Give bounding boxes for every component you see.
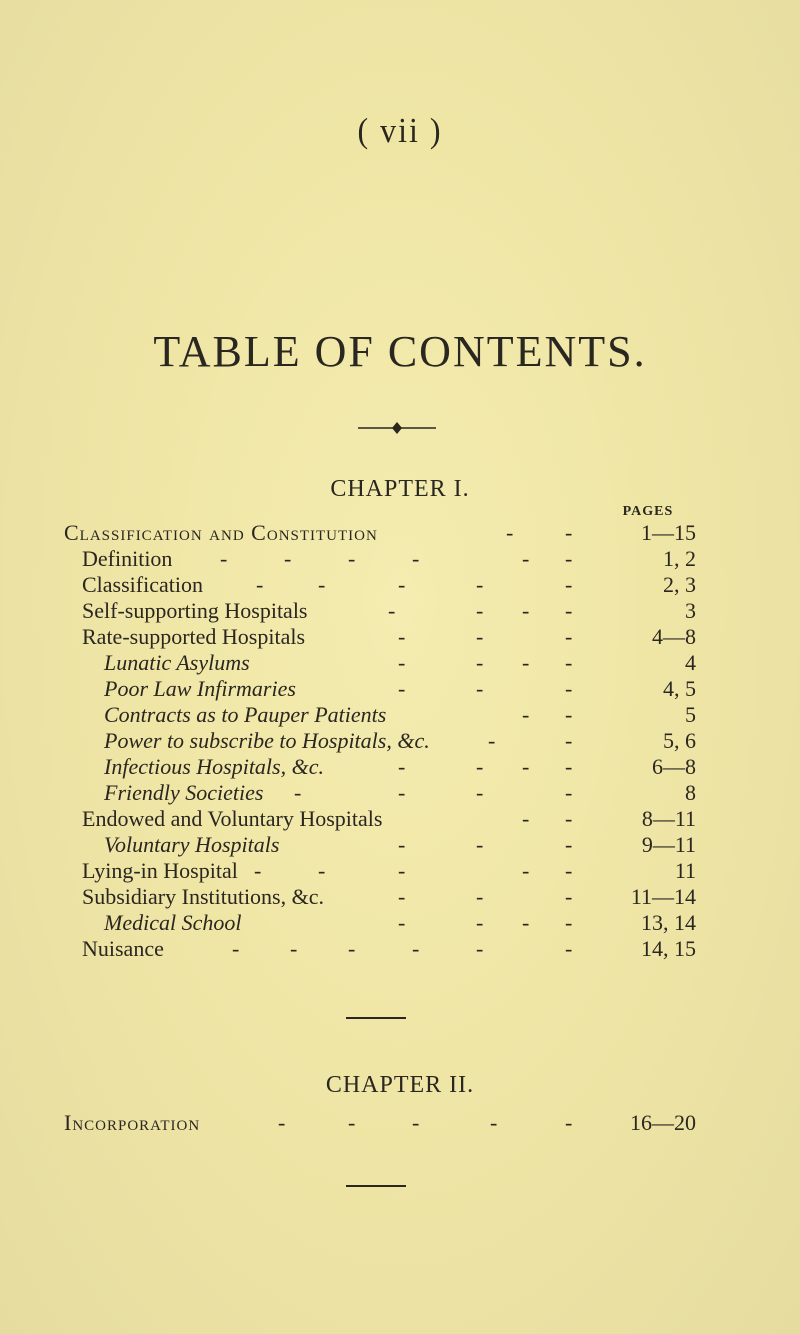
toc-entry: Power to subscribe to Hospitals, &c. - - 5, 6 xyxy=(104,728,696,753)
toc-entry-label: Endowed and Voluntary Hospitals xyxy=(82,806,383,831)
section-divider xyxy=(346,1185,406,1187)
toc-entry-pages: 4, 5 xyxy=(663,676,696,701)
toc-entry: Classification - - - - - 2, 3 xyxy=(82,572,696,597)
toc-entry: Voluntary Hospitals - - - 9—11 xyxy=(104,832,696,857)
toc-entry-label: Infectious Hospitals, &c. xyxy=(104,754,324,779)
section-divider xyxy=(346,1017,406,1019)
toc-entry-label: Friendly Societies xyxy=(104,780,264,805)
toc-entry-label: Contracts as to Pauper Patients xyxy=(104,702,387,727)
toc-entry: Nuisance - - - - - - 14, 15 xyxy=(82,936,696,961)
page-number: ( vii ) xyxy=(357,110,443,150)
toc-entry-pages: 11 xyxy=(674,858,696,883)
toc-entry-pages: 14, 15 xyxy=(641,936,696,961)
toc-entry: Medical School - - - - 13, 14 xyxy=(104,910,696,935)
toc-entry-label: Nuisance xyxy=(82,936,164,961)
toc-entry-label: Lying-in Hospital xyxy=(82,858,238,883)
toc-entry-pages: 5, 6 xyxy=(663,728,696,753)
toc-entry-label: Subsidiary Institutions, &c. xyxy=(82,884,324,909)
toc-entry-pages: 13, 14 xyxy=(641,910,696,935)
toc-entry: Infectious Hospitals, &c. - - - - 6—8 xyxy=(104,754,696,779)
toc-entry-label: Classification xyxy=(82,572,203,597)
chapter-1-heading: CHAPTER I. xyxy=(330,476,470,502)
toc-entry-label: Poor Law Infirmaries xyxy=(104,676,296,701)
toc-entry-pages: 2, 3 xyxy=(663,572,696,597)
toc-entry: Incorporation - - - - - 16—20 xyxy=(64,1110,696,1135)
toc-entry: Definition - - - - - - 1, 2 xyxy=(82,546,696,571)
toc-entry-pages: 9—11 xyxy=(641,832,696,857)
toc-entry-pages: 1, 2 xyxy=(663,546,696,571)
toc-entry-pages: 1—15 xyxy=(641,520,696,545)
toc-entry-label: Lunatic Asylums xyxy=(104,650,250,675)
toc-entry: Poor Law Infirmaries - - - 4, 5 xyxy=(104,676,696,701)
toc-entry-pages: 4 xyxy=(685,650,696,675)
toc-entry-label: Self-supporting Hospitals xyxy=(82,598,308,623)
toc-entry: Lying-in Hospital - - - - - 11 xyxy=(82,858,696,883)
toc-entry: Endowed and Voluntary Hospitals - - 8—11 xyxy=(82,806,696,831)
toc-entry-pages: 8—11 xyxy=(641,806,696,831)
toc-entry-label: Definition xyxy=(82,546,173,571)
toc-entry: Lunatic Asylums - - - - 4 xyxy=(104,650,696,675)
toc-entry-label: Medical School xyxy=(104,910,242,935)
toc-entry-label: Power to subscribe to Hospitals, &c. xyxy=(104,728,430,753)
toc-entry: Self-supporting Hospitals - - - - 3 xyxy=(82,598,696,623)
toc-entry-pages: 5 xyxy=(685,702,696,727)
toc-entry-pages: 4—8 xyxy=(652,624,696,649)
toc-entry: Friendly Societies - - - - 8 xyxy=(104,780,696,805)
toc-entry: Contracts as to Pauper Patients - - 5 xyxy=(104,702,696,727)
toc-entry-pages: 8 xyxy=(685,780,696,805)
toc-entry: Subsidiary Institutions, &c. - - - 11—14 xyxy=(82,884,696,909)
toc-entry-label: Classification and Constitution xyxy=(64,520,378,545)
toc-entry-label: Incorporation xyxy=(64,1110,201,1135)
toc-entry: Rate-supported Hospitals - - - 4—8 xyxy=(82,624,696,649)
toc-entry-label: Voluntary Hospitals xyxy=(104,832,280,857)
toc-entry-pages: 16—20 xyxy=(630,1110,696,1135)
page-title: TABLE OF CONTENTS. xyxy=(153,327,647,376)
toc-entry-pages: 3 xyxy=(685,598,696,623)
toc-entry-pages: 6—8 xyxy=(652,754,696,779)
toc-entry: Classification and Constitution - - 1—15 xyxy=(64,520,696,545)
chapter-2-heading: CHAPTER II. xyxy=(325,1072,475,1098)
pages-column-header: PAGES xyxy=(622,504,674,519)
toc-entry-pages: 11—14 xyxy=(630,884,696,909)
toc-entry-label: Rate-supported Hospitals xyxy=(82,624,306,649)
diamond-rule-ornament-icon xyxy=(358,421,436,435)
